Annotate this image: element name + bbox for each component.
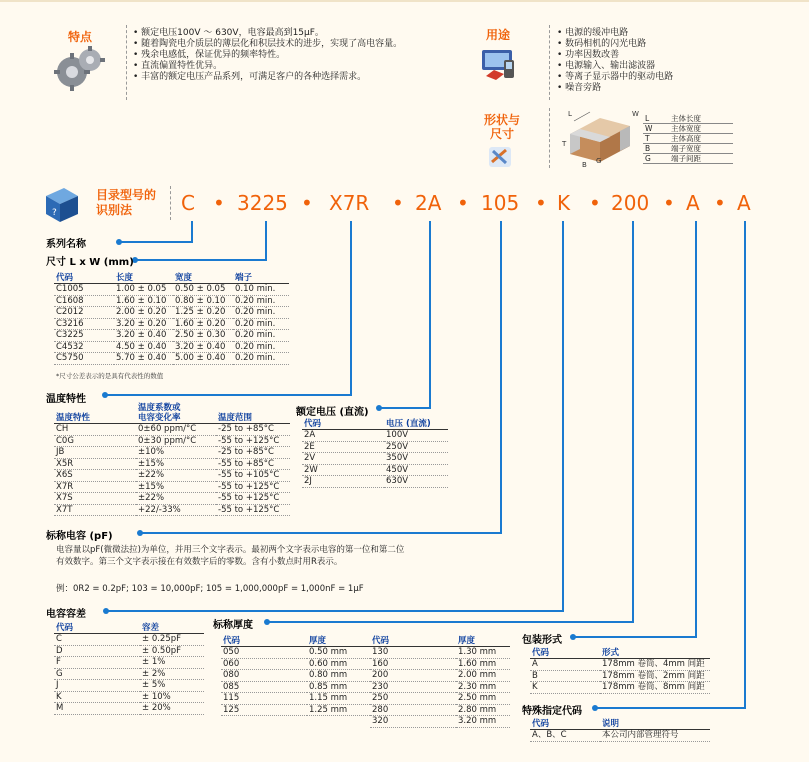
dim-label-l: L — [568, 110, 572, 118]
features-list — [133, 28, 463, 83]
dim-label-b: B — [582, 161, 587, 169]
connector-line — [265, 221, 267, 260]
table-row: 2W 450V — [302, 464, 448, 476]
svg-text:?: ? — [52, 208, 57, 218]
size-header-row: 代码 长度 宽度 端子 — [54, 273, 289, 284]
table-row: C3225 3.20 ± 0.40 2.50 ± 0.30 0.20 min. — [54, 330, 289, 342]
catalog-box-icon — [40, 184, 82, 224]
part-separator: • — [457, 191, 469, 215]
part-code-tolerance: K — [557, 191, 571, 215]
thickness-header-row: 代码 厚度 代码 厚度 — [221, 636, 510, 647]
part-separator: • — [663, 191, 675, 215]
connector-line — [500, 221, 502, 533]
part-code-special: A — [737, 191, 751, 215]
table-row: X7R ±15% -55 to +125°C — [54, 481, 290, 493]
connector-dot — [116, 239, 122, 245]
voltage-title: 额定电压 (直流) — [296, 407, 369, 418]
connector-line — [380, 407, 431, 409]
table-row: D ± 0.50pF — [54, 645, 204, 657]
connector-line — [120, 241, 193, 243]
gears-icon — [52, 44, 108, 92]
dim-label-t: T — [562, 140, 567, 148]
table-row: K ± 10% — [54, 691, 204, 703]
application-item: • 功率因数改善 — [557, 50, 797, 61]
connector-dot — [592, 705, 598, 711]
application-item: • 数码相机的闪光电路 — [557, 39, 797, 50]
table-row: G ± 2% — [54, 668, 204, 680]
table-row: 320 3.20 mm — [221, 716, 510, 728]
dimension-row: L 主体长度 — [643, 114, 733, 124]
applications-divider — [549, 25, 551, 100]
size-table — [54, 273, 289, 365]
connector-line — [107, 610, 564, 612]
table-row: A、B、C 本公司内部管理符号 — [530, 730, 710, 742]
thickness-table — [221, 636, 510, 728]
shape-divider — [549, 108, 551, 168]
packaging-header-row: 代码 形式 — [530, 648, 710, 659]
feature-item: • 随着陶瓷电介质层的薄层化和积层技术的进步，实现了高电容量。 — [133, 39, 463, 50]
connector-line — [562, 221, 564, 611]
table-row: 115 1.15 mm 250 2.50 mm — [221, 693, 510, 705]
dimension-row: B 端子宽度 — [643, 144, 733, 154]
voltage-table — [302, 419, 448, 488]
application-item: • 电源的缓冲电路 — [557, 28, 797, 39]
special-code-table — [530, 719, 710, 742]
table-row: F ± 1% — [54, 657, 204, 669]
connector-dot — [102, 392, 108, 398]
part-separator: • — [392, 191, 404, 215]
part-separator: • — [589, 191, 601, 215]
size-title: 尺寸 L x W (mm) — [46, 257, 134, 268]
feature-item: • 直流偏置特性优异。 — [133, 61, 463, 72]
part-number-title — [96, 188, 156, 218]
part-code-capacitance: 105 — [481, 191, 520, 215]
feature-item: • 额定电压100V ～ 630V，电容最高到15μF。 — [133, 28, 463, 39]
part-separator: • — [213, 191, 225, 215]
features-divider — [126, 25, 128, 100]
application-item: • 电源输入、输出滤波器 — [557, 61, 797, 72]
table-row: C0G 0±30 ppm/°C -55 to +125°C — [54, 435, 290, 447]
table-row: 125 1.25 mm 280 2.80 mm — [221, 704, 510, 716]
shape-title-line2: 尺寸 — [489, 127, 514, 141]
part-number-divider — [170, 186, 172, 220]
connector-line — [350, 221, 352, 395]
table-row: 080 0.80 mm 200 2.00 mm — [221, 670, 510, 682]
connector-line — [136, 259, 267, 261]
table-row: C2012 2.00 ± 0.20 1.25 ± 0.20 0.20 min. — [54, 307, 289, 319]
packaging-table — [530, 648, 710, 694]
series-title: 系列名称 — [46, 239, 86, 250]
features-title: 特点 — [68, 30, 93, 44]
dimension-row: G 端子间距 — [643, 154, 733, 164]
table-row: 2J 630V — [302, 476, 448, 488]
connector-line — [695, 221, 697, 637]
application-item: • 噪音旁路 — [557, 83, 797, 94]
table-row: JB ±10% -25 to +85°C — [54, 447, 290, 459]
table-row: J ± 5% — [54, 680, 204, 692]
temperature-header-row: 温度特性 温度系数或 电容变化率 温度范围 — [54, 403, 290, 424]
table-row: 2V 350V — [302, 453, 448, 465]
connector-dot — [103, 608, 109, 614]
table-row: K 178mm 卷筒、8mm 间距 — [530, 682, 710, 694]
part-separator: • — [535, 191, 547, 215]
capacitance-description: 电容量以pF(微微法拉)为单位，并用三个文字表示。最初两个文字表示电容的第一位和第二位有效数字。第三个文字表示接在有效数字后的零数。含有小数点时用R表示。 — [56, 545, 405, 567]
table-row: A 178mm 卷筒、4mm 间距 — [530, 659, 710, 671]
connector-line — [632, 221, 634, 622]
size-note: *尺寸公差表示的是具有代表性的数值 — [56, 372, 164, 380]
connector-line — [429, 221, 431, 408]
table-row: C1608 1.60 ± 0.10 0.80 ± 0.10 0.20 min. — [54, 295, 289, 307]
table-row: 2A 100V — [302, 430, 448, 442]
special-header-row: 代码 说明 — [530, 719, 710, 730]
capacitor-chip-drawing — [560, 104, 640, 170]
application-item: • 等离子显示器中的驱动电路 — [557, 72, 797, 83]
voltage-header-row: 代码 电压 (直流) — [302, 419, 448, 430]
devices-icon — [480, 46, 522, 82]
connector-dot — [137, 530, 143, 536]
connector-line — [744, 221, 746, 708]
packaging-title: 包装形式 — [522, 635, 562, 646]
table-row: 2E 250V — [302, 441, 448, 453]
connector-line — [191, 221, 193, 242]
table-row: X6S ±22% -55 to +105°C — [54, 470, 290, 482]
table-row: B 178mm 卷筒、2mm 间距 — [530, 670, 710, 682]
part-code-series: C — [181, 191, 195, 215]
part-code-thickness: 200 — [611, 191, 650, 215]
tolerance-title: 电容容差 — [46, 609, 86, 620]
dimension-row: T 主体高度 — [643, 134, 733, 144]
table-row: X7S ±22% -55 to +125°C — [54, 493, 290, 505]
table-row: C5750 5.70 ± 0.40 5.00 ± 0.40 0.20 min. — [54, 353, 289, 365]
table-row: C ± 0.25pF — [54, 634, 204, 646]
table-row: X5R ±15% -55 to +85°C — [54, 458, 290, 470]
part-code-temperature: X7R — [329, 191, 370, 215]
ruler-icon — [488, 146, 512, 168]
feature-item: • 丰富的额定电压产品系列，可满足客户的各种选择需求。 — [133, 72, 463, 83]
table-row: 085 0.85 mm 230 2.30 mm — [221, 681, 510, 693]
feature-item: • 残余电感低，保证优异的频率特性。 — [133, 50, 463, 61]
connector-dot — [376, 405, 382, 411]
temperature-table — [54, 403, 290, 516]
dim-label-w: W — [632, 110, 639, 118]
table-row: 060 0.60 mm 160 1.60 mm — [221, 658, 510, 670]
table-row: C4532 4.50 ± 0.40 3.20 ± 0.40 0.20 min. — [54, 341, 289, 353]
capacitance-example: 例：0R2 = 0.2pF; 103 = 10,000pF; 105 = 1,000,000pF = 1,000nF = 1μF — [56, 584, 364, 594]
connector-dot — [264, 619, 270, 625]
table-row: X7T +22/-33% -55 to +125°C — [54, 504, 290, 516]
table-row: C1005 1.00 ± 0.05 0.50 ± 0.05 0.10 min. — [54, 284, 289, 296]
connector-line — [596, 707, 746, 709]
applications-title: 用途 — [486, 28, 511, 42]
connector-dot — [570, 634, 576, 640]
shape-title-line1: 形状与 — [483, 113, 520, 127]
part-number-title-line2: 识别法 — [96, 203, 133, 217]
part-number-title-line1: 目录型号的 — [96, 188, 157, 202]
connector-line — [106, 394, 352, 396]
tolerance-header-row: 代码 容差 — [54, 623, 204, 634]
thickness-title: 标称厚度 — [213, 620, 253, 631]
dim-label-g: G — [596, 157, 602, 165]
tolerance-table — [54, 623, 204, 715]
part-code-voltage: 2A — [415, 191, 442, 215]
temperature-title: 温度特性 — [46, 394, 86, 405]
dimension-legend — [643, 114, 733, 164]
part-separator: • — [714, 191, 726, 215]
table-row: C3216 3.20 ± 0.20 1.60 ± 0.20 0.20 min. — [54, 318, 289, 330]
connector-line — [141, 532, 502, 534]
table-row: CH 0±60 ppm/°C -25 to +85°C — [54, 424, 290, 436]
part-code-size: 3225 — [237, 191, 288, 215]
dimension-row: W 主体宽度 — [643, 124, 733, 134]
table-row: 050 0.50 mm 130 1.30 mm — [221, 647, 510, 659]
connector-line — [268, 621, 634, 623]
part-code-packaging: A — [686, 191, 700, 215]
shape-title — [482, 113, 522, 141]
part-separator: • — [301, 191, 313, 215]
applications-list — [557, 28, 797, 94]
connector-line — [574, 636, 697, 638]
special-code-title: 特殊指定代码 — [522, 706, 582, 717]
top-border — [0, 0, 809, 2]
capacitance-title: 标称电容 (pF) — [46, 531, 113, 542]
table-row: M ± 20% — [54, 703, 204, 715]
